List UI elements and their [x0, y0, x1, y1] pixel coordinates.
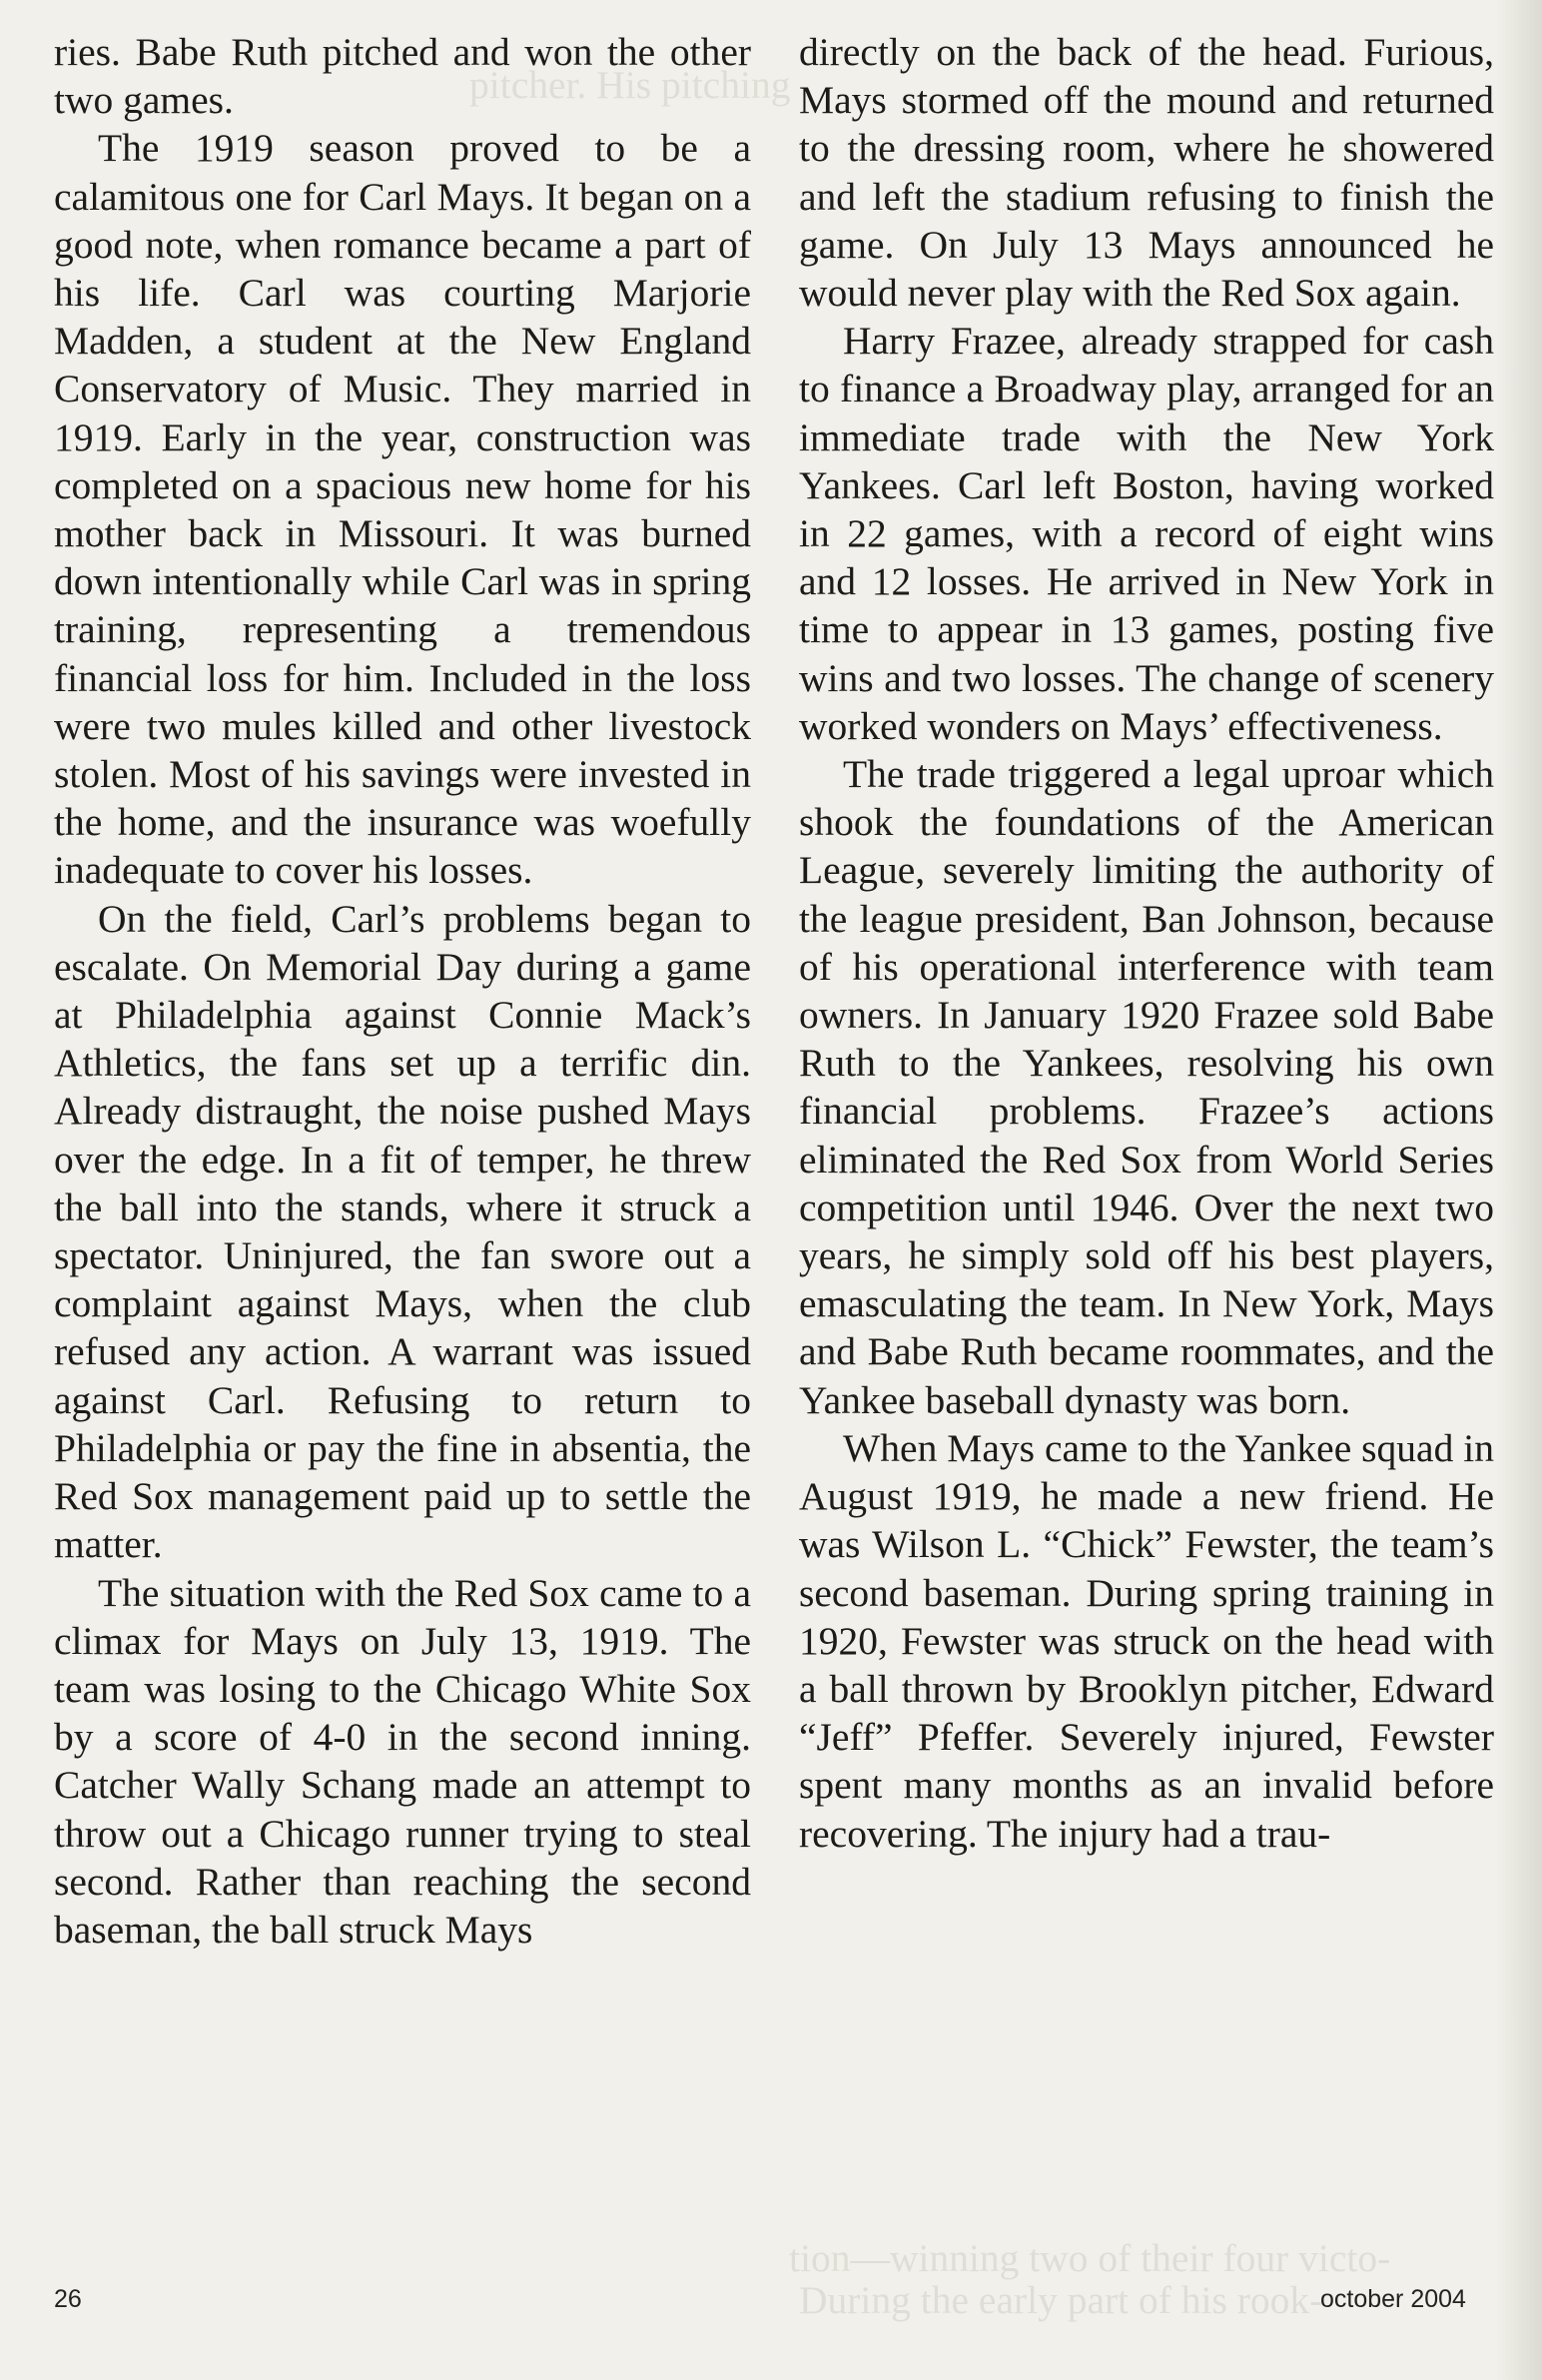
issue-date: october 2004: [1320, 2285, 1466, 2313]
article-paragraph: The 1919 season proved to be a calamitous one for Carl Mays. It began on a good note, when romance became a part of his life. Carl was courting Marjorie Madden, a student at the New England Conservatory of Music. They married in 1919. Early in the year, construction was completed on a spacious new home for his mother back in Missouri. It was burned down intentionally while Carl was in spring training, representing a tremendous financial loss for him. Included in the loss were two mules killed and other livestock stolen. Most of his savings were invested in the home, and the insurance was woefully inadequate to cover his losses.: [54, 126, 751, 893]
article-right-column: [799, 28, 1494, 1858]
article-paragraph: directly on the back of the head. Furious, Mays stormed off the mound and returned to the dressing room, where he showered and left the stadium refusing to finish the game. On July 13 Mays announced he would never play with the Red Sox again.: [799, 30, 1494, 316]
article-left-column: [54, 28, 751, 1954]
article-paragraph: When Mays came to the Yankee squad in August 1919, he made a new friend. He was Wilson L. “Chick” Fewster, the team’s second baseman. During spring training in 1920, Fewster was struck on the head with a ball thrown by Brooklyn pitcher, Edward “Jeff” Pfeffer. Severely injured, Fewster spent many months as an invalid before recovering. The injury had a trau-: [799, 1425, 1494, 1856]
article-paragraph: The trade triggered a legal uproar which shook the foundations of the American League, severely limiting the authority of the league president, Ban Johnson, because of his operational interference with team owners. In January 1920 Frazee sold Babe Ruth to the Yankees, resolving his own financial problems. Frazee’s actions eliminated the Red Sox from World Series competition until 1946. Over the next two years, he simply sold off his best players, emasculating the team. In New York, Mays and Babe Ruth became roommates, and the Yankee baseball dynasty was born.: [799, 752, 1494, 1422]
article-paragraph: The situation with the Red Sox came to a climax for Mays on July 13, 1919. The team was losing to the Chicago White Sox by a score of 4-0 in the second inning. Catcher Wally Schang made an attempt to throw out a Chicago runner trying to steal second. Rather than reaching the second baseman, the ball struck Mays: [54, 1570, 751, 1952]
article-paragraph: Harry Frazee, already strapped for cash to finance a Broadway play, arranged for an immediate trade with the New York Yankees. Carl left Boston, having worked in 22 games, with a record of eight wins and 12 losses. He arrived in New York in time to appear in 13 games, posting five wins and two losses. The change of scenery worked wonders on Mays’ effectiveness.: [799, 319, 1494, 748]
bleed-through-text: pitcher. His pitching: [469, 63, 791, 107]
article-paragraph: On the field, Carl’s problems began to escalate. On Memorial Day during a game at Philadelphia against Connie Mack’s Athletics, the fans set up a terrific din. Already distraught, the noise pushed Mays over the edge. In a fit of temper, he threw the ball into the stands, where it struck a spectator. Uninjured, the fan swore out a complaint against Mays, when the club refused any action. A warrant was issued against Carl. Refusing to return to Philadelphia or pay the fine in absentia, the Red Sox management paid up to settle the matter.: [54, 896, 751, 1567]
page-number: 26: [54, 2285, 82, 2313]
article-paragraph: ries. Babe Ruth pitched and won the other two games.: [54, 30, 751, 123]
bleed-through-text: tion—winning two of their four victo-: [789, 2236, 1391, 2280]
bleed-through-text: During the early part of his rook-: [799, 2278, 1323, 2322]
